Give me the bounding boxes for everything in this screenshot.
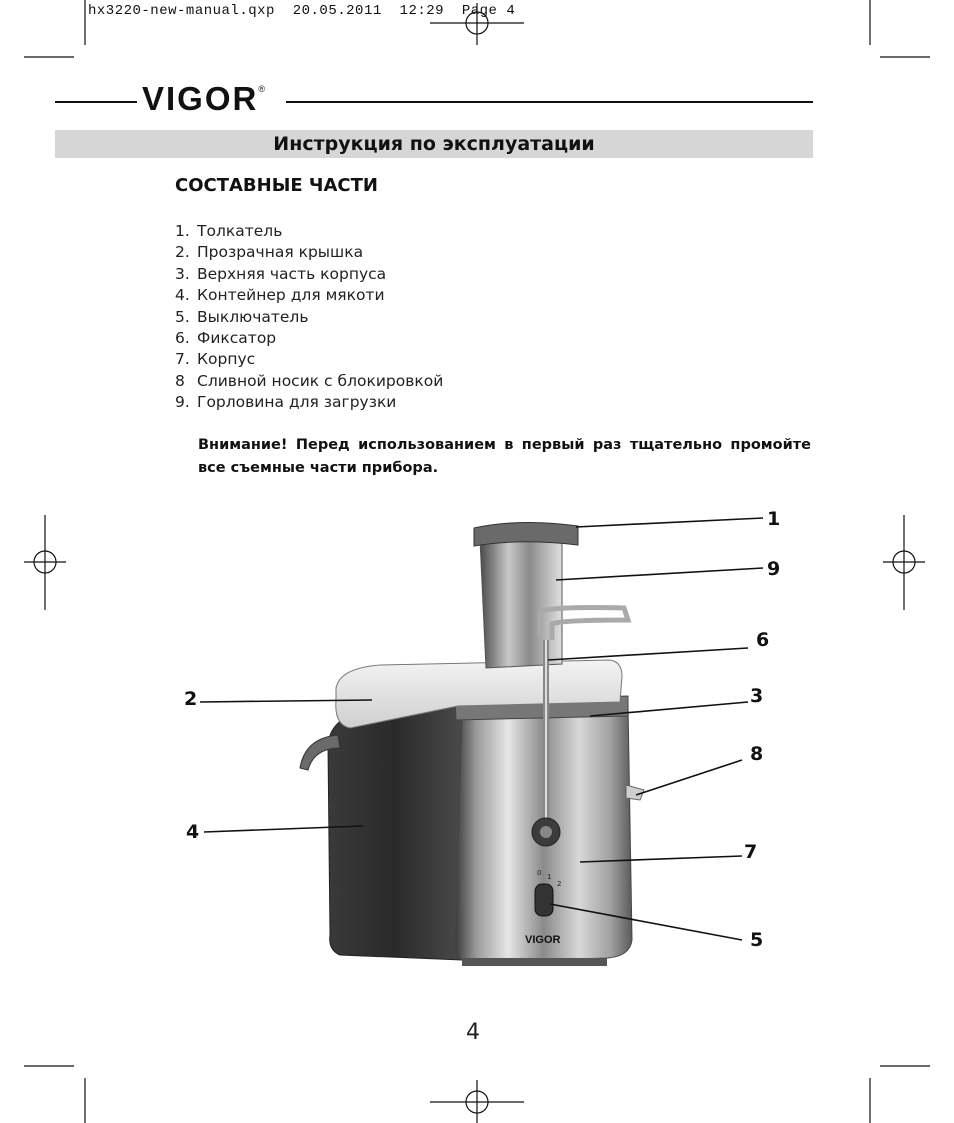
- list-item-number: 6.: [175, 328, 190, 347]
- list-item-label: Прозрачная крышка: [197, 243, 364, 262]
- brand-logo-text: VIGOR: [142, 80, 259, 117]
- list-item-number: 8: [175, 371, 185, 390]
- callout-5: 5: [750, 929, 764, 951]
- list-item-number: 9.: [175, 393, 190, 412]
- warning-note: Внимание! Перед использованием в первый раз тщательно промойте все съемные части прибора.: [198, 437, 811, 476]
- brand-reg-mark: ®: [258, 84, 267, 94]
- list-item-label: Корпус: [197, 350, 256, 369]
- callout-3: 3: [750, 685, 764, 707]
- list-item-number: 2.: [175, 243, 190, 262]
- list-item-number: 7.: [175, 350, 190, 369]
- list-item-number: 1.: [175, 222, 190, 240]
- print-slug: hx3220-new-manual.qxp 20.05.2011 12:29 Page 4: [88, 3, 516, 19]
- list-item-label: Верхняя часть корпуса: [197, 264, 387, 283]
- registration-mark-bottom: [430, 1080, 524, 1123]
- callout-7: 7: [744, 841, 758, 863]
- callout-9: 9: [767, 558, 781, 580]
- list-item-number: 3.: [175, 264, 190, 283]
- list-item-label: Контейнер для мякоти: [197, 286, 385, 305]
- page-number: 4: [466, 1020, 480, 1045]
- callout-6: 6: [756, 629, 770, 651]
- list-item-label: Фиксатор: [197, 328, 277, 347]
- switch-mark-2: 2: [557, 880, 562, 888]
- registration-mark-top: [430, 3, 524, 45]
- list-item-number: 5.: [175, 307, 190, 326]
- list-item-label: Горловина для загрузки: [197, 393, 397, 412]
- section-title: СОСТАВНЫЕ ЧАСТИ: [175, 175, 378, 196]
- callout-4: 4: [186, 821, 200, 843]
- callout-1: 1: [767, 508, 781, 530]
- callout-2: 2: [184, 688, 198, 710]
- list-item-label: Сливной носик с блокировкой: [197, 371, 444, 390]
- switch-mark-1: 1: [547, 873, 552, 881]
- callout-8: 8: [750, 743, 764, 765]
- page-title: Инструкция по эксплуатации: [273, 133, 595, 155]
- device-logo: VIGOR: [525, 934, 561, 946]
- list-item-label: Толкатель: [197, 222, 283, 240]
- switch-mark-0: 0: [537, 869, 542, 877]
- list-item-number: 4.: [175, 286, 190, 305]
- list-item-label: Выключатель: [197, 307, 309, 326]
- juicer-illustration: [300, 522, 644, 966]
